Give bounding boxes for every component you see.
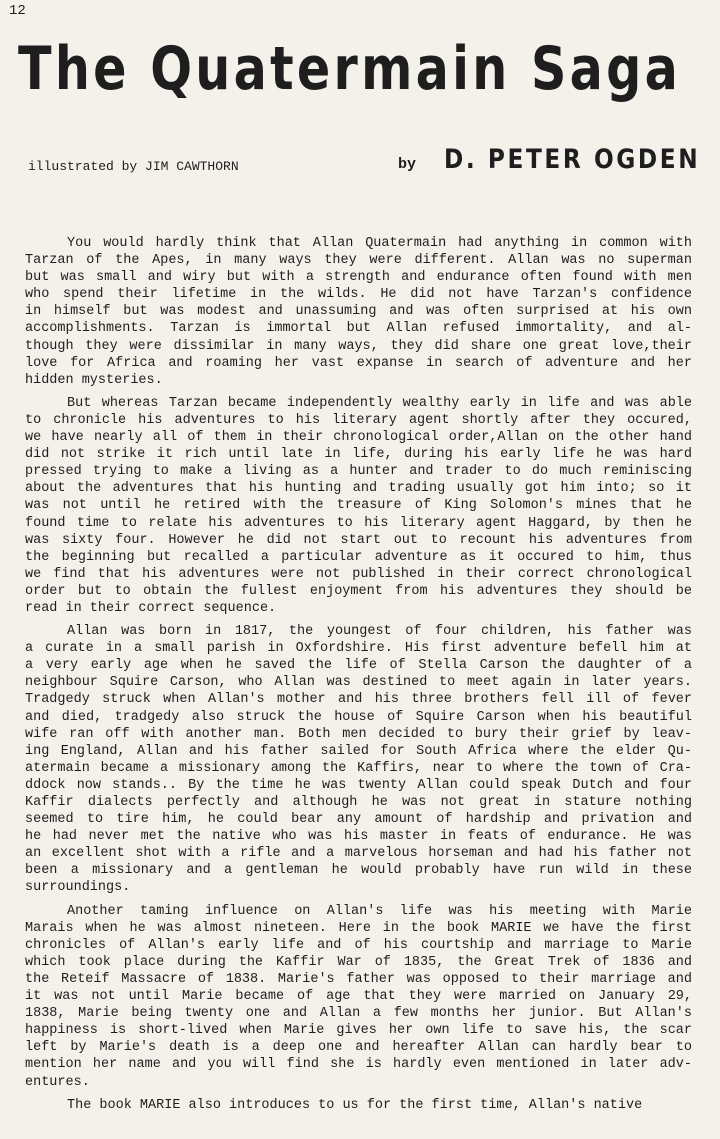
article-paragraph	[25, 623, 692, 897]
text-line: 1838, Marie being twenty one and Allan a few months her junior. But Allan's	[25, 1006, 692, 1022]
text-line: who spend their lifetime in the wilds. He did not have Tarzan's confidence	[25, 287, 692, 303]
text-line: Kaffir dialects perfectly and although he was not great in stature nothing	[25, 795, 692, 810]
article-paragraph	[25, 395, 692, 617]
text-line: mention her name and you will find she is hardly even mentioned in later adv-	[25, 1057, 692, 1073]
text-line: chronicles of Allan's early life and of his courtship and marriage to Marie	[25, 937, 692, 953]
text-line: the Reteif Massacre of 1838. Marie's father was opposed to their marriage and	[25, 971, 692, 987]
text-line: You would hardly think that Allan Quatermain had anything in common with	[67, 236, 692, 251]
text-line: hidden mysteries.	[25, 372, 163, 388]
text-line: found time to relate his adventures to his literary agent Haggard, by then he	[25, 515, 692, 531]
text-line: was not until he retired with the treasure of King Solomon's mines that he	[25, 498, 692, 514]
text-line: left by Marie's death is a deep one and hereafter Allan can hardly bear to	[25, 1040, 692, 1056]
text-line: pressed trying to make a living as a hunter and trader to do much reminiscing	[25, 464, 692, 480]
text-line: though they were dissimilar in many ways, they did share one great love,their	[25, 338, 692, 354]
text-line: but was small and wiry but with a strength and endurance often found with men	[25, 270, 692, 286]
text-line: The book MARIE also introduces to us for the first time, Allan's native	[67, 1097, 643, 1113]
text-line: But whereas Tarzan became independently wealthy early in life and was able	[67, 395, 692, 411]
text-line: ddock now stands.. By the time he was twenty Allan could speak Dutch and four	[25, 777, 692, 793]
text-line: happiness is short-lived when Marie gives her own life to save his, the scar	[25, 1023, 692, 1039]
text-line: Tarzan of the Apes, in many ways they were different. Allan was no superman	[25, 253, 692, 269]
article-paragraph	[25, 1097, 692, 1114]
text-line: an excellent shot with a rifle and a marvelous horseman and had his father not	[25, 846, 692, 862]
text-line: we have nearly all of them in their chronological order,Allan on the other hand	[25, 430, 692, 446]
byline-by: by	[398, 156, 417, 173]
text-line: Another taming influence on Allan's life was his meeting with Marie	[67, 903, 692, 919]
text-line: to chronicle his adventures to his literary agent shortly after they occured,	[25, 412, 692, 428]
text-line: the beginning but recalled a particular adventure as it occured to him, thus	[25, 549, 692, 565]
text-line: did not strike it rich until late in life, during his early life he was hard	[25, 447, 692, 463]
text-line: entures.	[25, 1074, 90, 1090]
text-line: Marais when he was almost nineteen. Here in the book MARIE we have the first	[25, 920, 692, 936]
byline-author: D. PETER OGDEN	[443, 144, 700, 175]
text-line: and died, tradgedy also struck the house of Squire Carson when his beautiful	[25, 709, 692, 725]
article-title: The Quatermain Saga	[18, 34, 682, 104]
text-line: in himself but was modest and unassuming and was often surprised at his own	[25, 304, 692, 320]
text-line: accomplishments. Tarzan is immortal but Allan refused immortality, and al-	[25, 321, 692, 337]
byline	[398, 144, 720, 175]
page-number: 12	[9, 3, 26, 19]
text-line: love for Africa and roaming her vast expanse in search of adventure and her	[25, 355, 692, 371]
article-body	[25, 235, 692, 1114]
text-line: he had never met the native who was his master in feats of endurance. He was	[25, 829, 692, 845]
text-line: wife ran off with another man. Both men decided to bury their grief by leav-	[25, 726, 692, 742]
text-line: atermain became a missionary among the Kaffirs, near to where the town of Cra-	[25, 760, 692, 776]
text-line: a curate in a small parish in Oxfordshire. His first adventure befell him at	[25, 641, 692, 657]
article-paragraph	[25, 235, 692, 389]
text-line: about the adventures that his hunting and trading usually got him into; so it	[25, 481, 692, 497]
article-paragraph	[25, 903, 692, 1091]
text-line: we find that his adventures were not published in their correct chronological	[25, 566, 692, 582]
text-line: was sixty four. However he did not start out to recount his adventures from	[25, 532, 692, 548]
text-line: surroundings.	[25, 880, 131, 896]
text-line: a very early age when he saved the life of Stella Carson the daughter of a	[25, 658, 692, 674]
text-line: Allan was born in 1817, the youngest of four children, his father was	[67, 624, 692, 640]
text-line: seemed to tire him, he could bear any amount of hardship and privation and	[25, 812, 692, 828]
text-line: ing England, Allan and his father sailed for South Africa where the elder Qu-	[25, 743, 692, 759]
text-line: it was not until Marie became of age that they were married on January 29,	[25, 989, 692, 1005]
text-line: read in their correct sequence.	[25, 600, 277, 616]
text-line: order but to obtain the fullest enjoyment from his adventures they should be	[25, 583, 692, 599]
text-line: neighbour Squire Carson, who Allan was destined to meet again in later years.	[25, 675, 692, 691]
illustrator-credit: illustrated by JIM CAWTHORN	[28, 159, 239, 174]
text-line: Tradgedy struck when Allan's mother and his three brothers fell ill of fever	[25, 692, 692, 708]
text-line: which took place during the Kaffir War of 1835, the Great Trek of 1836 and	[25, 954, 692, 970]
text-line: been a missionary and a gentleman he would probably have run wild in these	[25, 863, 692, 879]
